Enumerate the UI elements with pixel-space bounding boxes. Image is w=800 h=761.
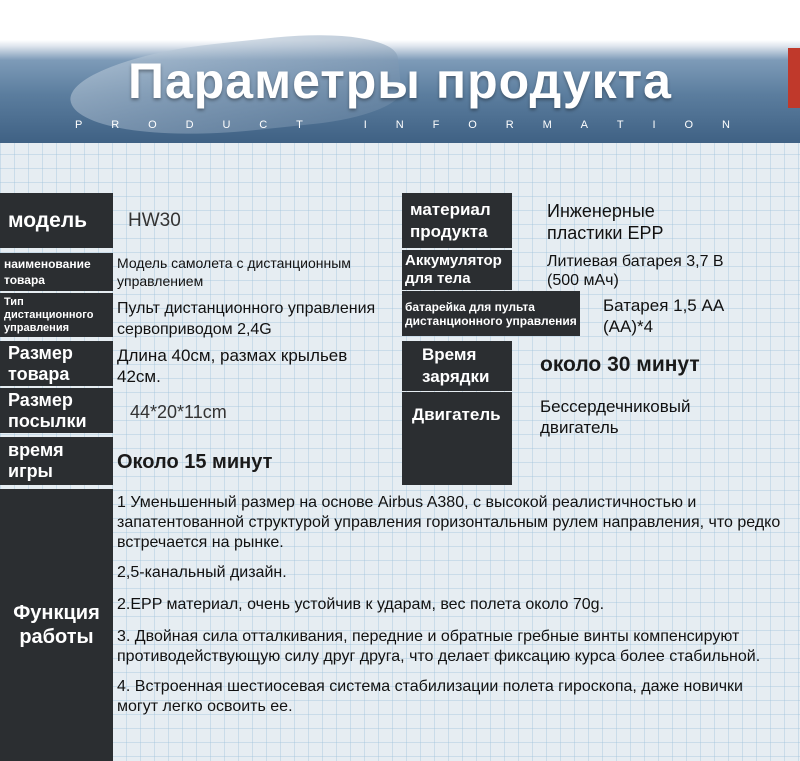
remote-battery-label: батарейка для пульта дистанционного управления [402,291,580,336]
subtitle-letter: O [468,119,477,131]
package-value: 44*20*11cm [130,401,227,422]
function-list [117,493,787,717]
playtime-value: Около 15 минут [117,450,273,473]
subtitle-letter: R [111,119,120,131]
function-item: 2.EPP материал, очень устойчив к ударам, вес полета около 70g. [117,596,605,613]
remote-type-label: Тип дистанционного управления [0,293,113,337]
charge-label: Время зарядки [402,341,512,391]
motor-value: Бессердечниковый двигатель [540,397,691,437]
function-item: 2,5-канальный дизайн. [117,564,287,581]
size-value: Длина 40см, размах крыльев 42см. [117,346,348,386]
model-value: HW30 [128,209,181,231]
subtitle-letter: T [296,119,303,131]
package-label: Размер посылки [0,388,113,433]
subtitle-letter: P [75,119,83,131]
name-label: наименование товара [0,253,113,291]
subtitle-letter: F [432,119,440,131]
subtitle-letter: O [148,119,157,131]
subtitle-letter: U [222,119,231,131]
page-title: Параметры продукта [128,53,672,109]
function-item: 1 Уменьшенный размер на основе Airbus A380, с высокой реалистичностью и запатентованной структурой управления горизонтальным рулем направления, что редко встречается на рынке. [117,494,781,551]
remote-battery-value: Батарея 1,5 АА (АА)*4 [603,296,725,336]
subtitle-letter: T [616,119,624,131]
subtitle-letter: I [363,119,367,131]
subtitle-letter: N [395,119,404,131]
subtitle-letter: C [259,119,268,131]
subtitle-letter: R [505,119,514,131]
page-subtitle [75,119,730,131]
model-label: модель [0,193,113,248]
material-label: материал продукта [402,193,512,248]
function-item: 4. Встроенная шестиосевая система стабилизации полета гироскопа, даже новички могут легко освоить ее. [117,678,743,715]
size-label: Размер товара [0,341,113,386]
subtitle-letter: M [542,119,552,131]
function-item: 3. Двойная сила отталкивания, передние и обратные гребные винты компенсируют противодействующую силу друг друга, что делает фиксацию курса более стабильной. [117,628,761,665]
playtime-empty-cell [402,437,512,485]
battery-label: Аккумулятор для тела [402,250,512,290]
playtime-label: время игры [0,437,113,485]
subtitle-letter: I [652,119,656,131]
subtitle-letter: O [684,119,694,131]
subtitle-letter: A [580,119,588,131]
motor-label: Двигатель [402,392,512,437]
subtitle-letter: N [721,119,730,131]
material-value: Инженерные пластики EPP [547,201,664,243]
name-value: Модель самолета с дистанционным управлением [117,255,351,289]
function-label: Функция работы [0,489,113,761]
remote-type-value: Пульт дистанционного управления сервоприводом 2,4G [117,300,376,338]
subtitle-letter [332,119,335,131]
subtitle-letter: D [185,119,194,131]
header-banner [0,0,800,143]
battery-value: Литиевая батарея 3,7 В (500 мАч) [547,253,724,289]
charge-value: около 30 минут [540,353,700,376]
